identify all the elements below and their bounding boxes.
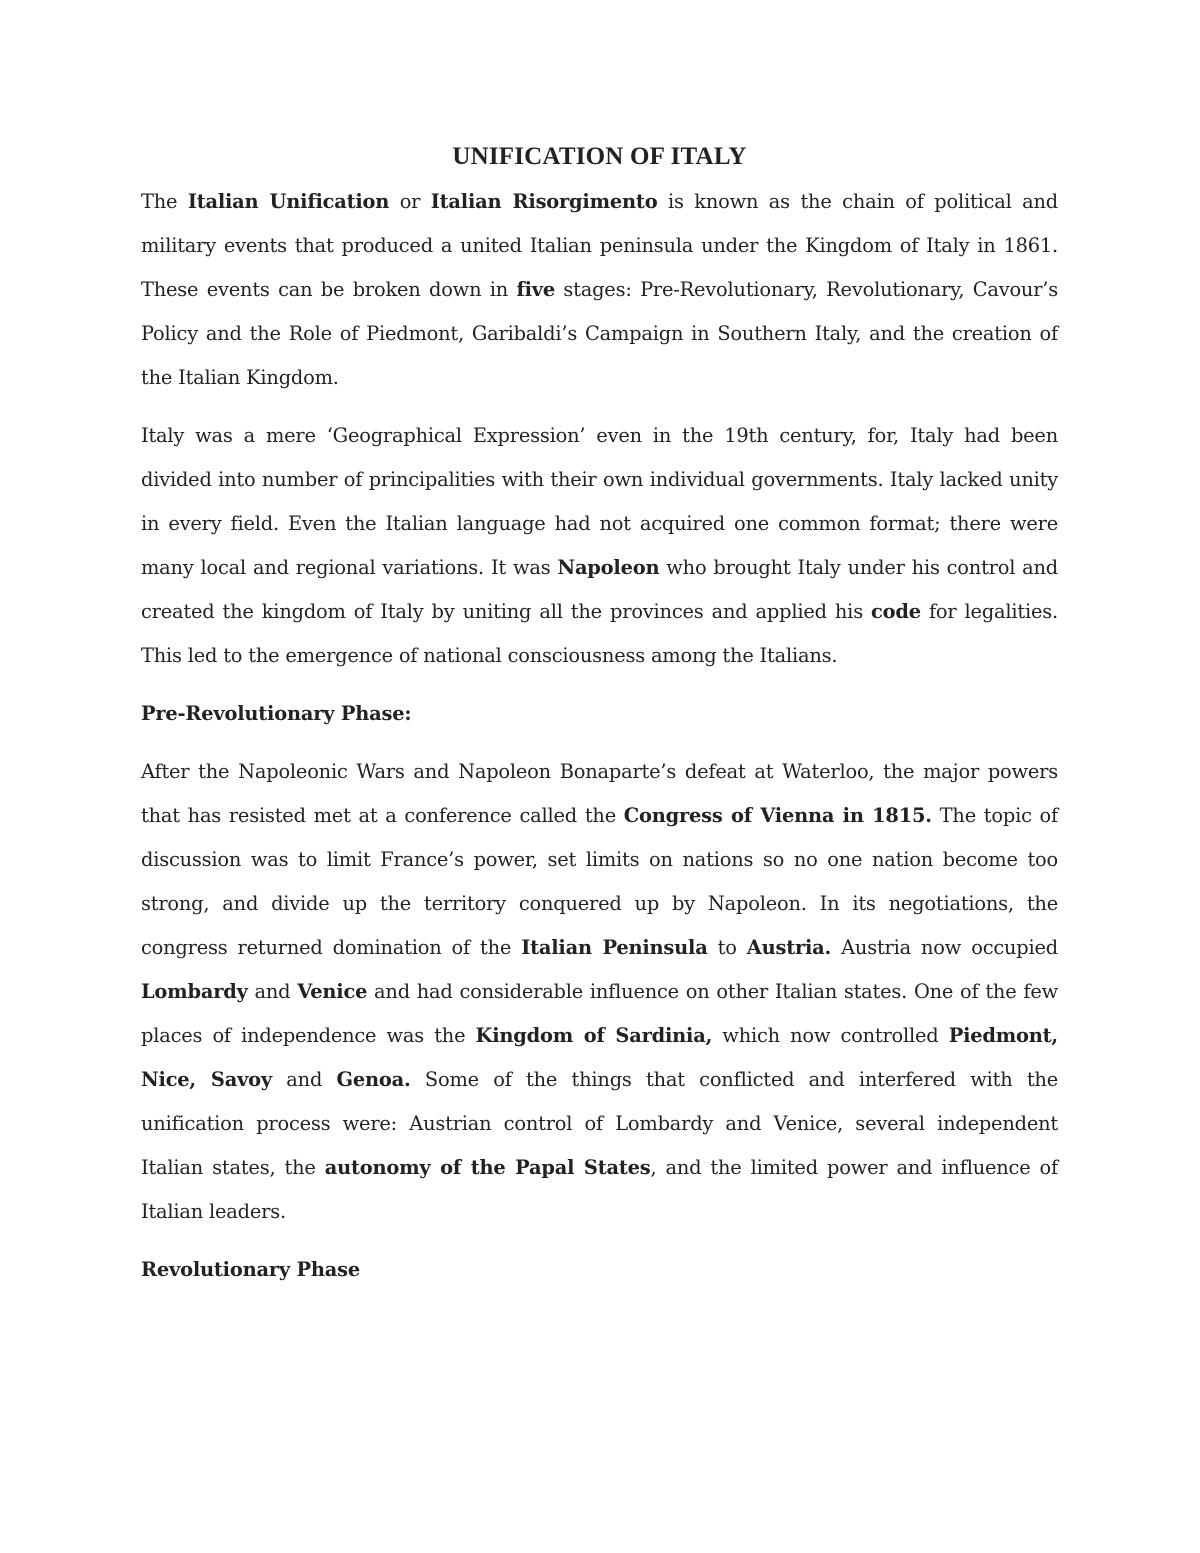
bold-term: Venice [297, 980, 368, 1003]
text-run: Austria now occupied [831, 936, 1058, 959]
text-run: for legalities. This led to the emergence of national consciousness among the Italians. [141, 600, 1058, 667]
document-body [141, 140, 1058, 1306]
text-run: and [271, 1068, 337, 1091]
text-run: After the Napoleonic Wars and Napoleon Bonaparte’s defeat at Waterloo, the major powers that has resisted met at a conference called the [141, 760, 1058, 827]
section-heading-revolutionary: Revolutionary Phase [141, 1258, 360, 1281]
bold-term: Genoa. [336, 1068, 411, 1091]
text-run: and [247, 980, 298, 1003]
bold-term: Piedmont, Nice, Savoy [141, 1024, 1058, 1091]
bold-term: Lombardy [141, 980, 248, 1003]
text-run: is known as the chain of political and military events that produced a united Italian peninsula under the Kingdom of Italy in 1861. These events can be broken down in [141, 190, 1058, 301]
text-run: Some of the things that conflicted and interfered with the unification process were: Austrian control of Lombardy and Venice, several independent Italian states, the [141, 1068, 1058, 1179]
text-run: who brought Italy under his control and created the kingdom of Italy by uniting all the provinces and applied his [141, 556, 1059, 623]
bold-term: five [516, 278, 555, 301]
bold-term: Italian Risorgimento [430, 190, 658, 213]
text-run: and had considerable influence on other Italian states. One of the few places of independence was the [141, 980, 1058, 1047]
text-run: or [389, 190, 431, 213]
text-run: The topic of discussion was to limit France’s power, set limits on nations so no one nation become too strong, and divide up the territory conquered up by Napoleon. In its negotiations, the congress returned domination of the [141, 804, 1058, 959]
bold-term: Congress of Vienna in 1815. [623, 804, 932, 827]
text-run: stages: Pre-Revolutionary, Revolutionary, Cavour’s Policy and the Role of Piedmont, Garibaldi’s Campaign in Southern Italy, and the creation of the Italian Kingdom. [141, 278, 1058, 389]
text-run: to [707, 936, 747, 959]
text-run: , and the limited power and influence of Italian leaders. [141, 1156, 1058, 1223]
bold-term: Italian Peninsula [521, 936, 708, 959]
bold-term: Austria. [746, 936, 832, 959]
bold-term: Napoleon [557, 556, 660, 579]
bold-term: Italian Unification [187, 190, 390, 213]
background-paragraph [141, 414, 1058, 678]
text-run: which now controlled [712, 1024, 949, 1047]
pre-revolutionary-paragraph [141, 750, 1058, 1234]
bold-term: Kingdom of Sardinia, [475, 1024, 713, 1047]
bold-term: code [871, 600, 921, 623]
text-run: Italy was a mere ‘Geographical Expression’ even in the 19th century, for, Italy had been divided into number of principalities with their own individual governments. Italy lacked unity in every field. Even the Italian language had not acquired one common format; there were many local and regional variations. It was [141, 424, 1058, 579]
intro-paragraph [141, 180, 1058, 400]
section-heading-pre-revolutionary: Pre-Revolutionary Phase: [141, 702, 412, 725]
document-title: UNIFICATION OF ITALY [452, 143, 747, 170]
bold-term: autonomy of the Papal States [324, 1156, 651, 1179]
text-run: The [141, 190, 188, 213]
